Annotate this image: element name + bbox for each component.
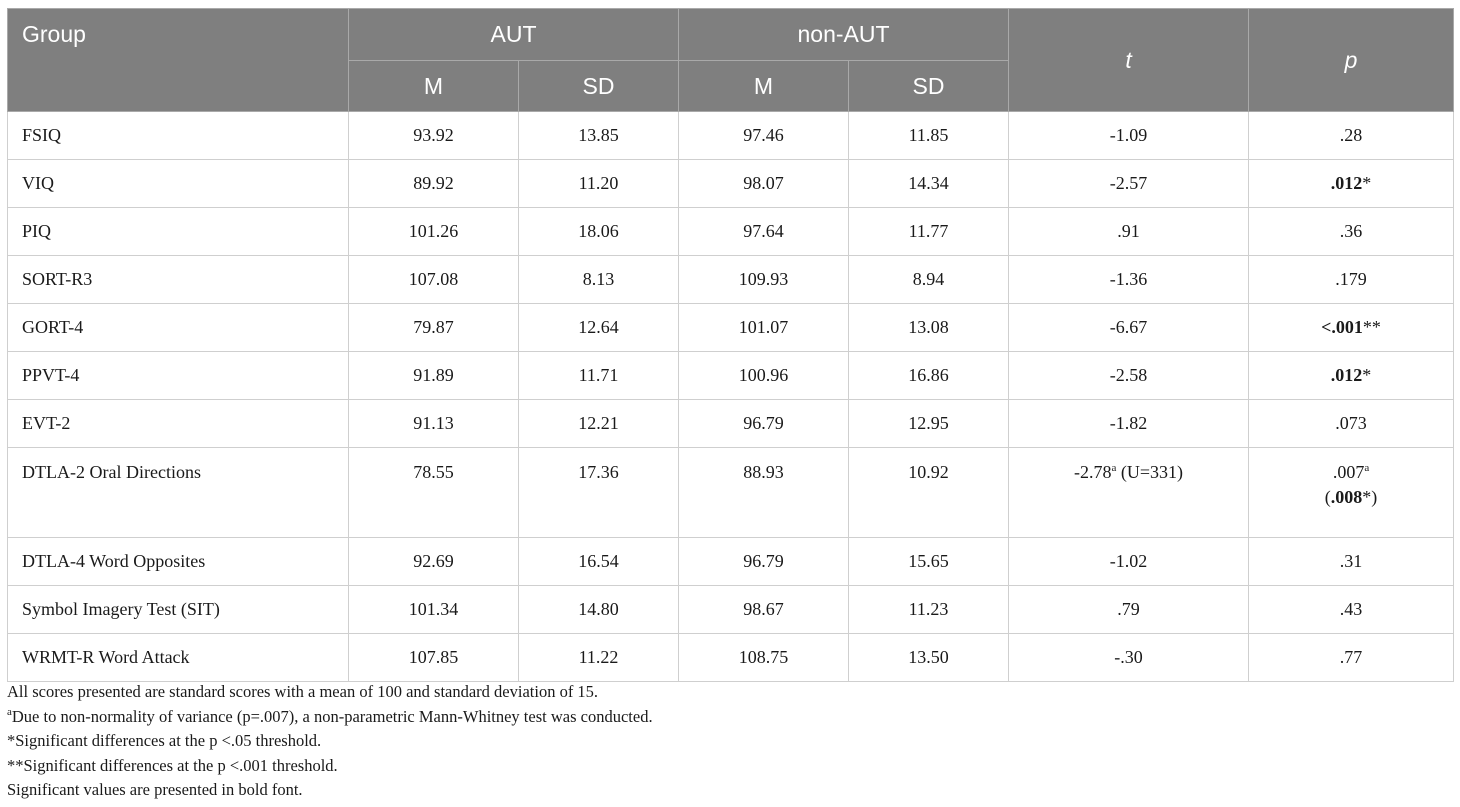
non-aut-sd-cell: 11.77	[849, 208, 1009, 256]
aut-sd-cell: 14.80	[519, 586, 679, 634]
aut-m-cell: 78.55	[349, 448, 519, 538]
table-row	[8, 634, 1454, 682]
table-row	[8, 400, 1454, 448]
row-label: FSIQ	[8, 112, 349, 160]
non-aut-sd-cell: 16.86	[849, 352, 1009, 400]
non-aut-sd-cell: 10.92	[849, 448, 1009, 538]
table-row	[8, 538, 1454, 586]
aut-m-cell: 89.92	[349, 160, 519, 208]
p-cell	[1249, 256, 1454, 304]
footnote-marker: a	[7, 705, 12, 718]
p-cell	[1249, 352, 1454, 400]
non-aut-m-cell: 97.64	[679, 208, 849, 256]
p-value: .36	[1339, 221, 1363, 241]
aut-m-cell: 93.92	[349, 112, 519, 160]
footnote-marker: a	[1111, 462, 1117, 474]
comparison-table	[7, 8, 1454, 682]
aut-m-cell: 101.34	[349, 586, 519, 634]
t-cell: .91	[1009, 208, 1249, 256]
p-cell	[1249, 448, 1454, 538]
row-label: DTLA-2 Oral Directions	[8, 448, 349, 538]
non-aut-m-cell: 100.96	[679, 352, 849, 400]
p-value: .007	[1332, 462, 1365, 482]
header-t: t	[1009, 9, 1249, 112]
p-value-significant: .008	[1330, 487, 1363, 507]
aut-sd-cell: 12.64	[519, 304, 679, 352]
non-aut-m-cell: 96.79	[679, 400, 849, 448]
header-non-aut-sd: SD	[849, 61, 1009, 112]
non-aut-sd-cell: 12.95	[849, 400, 1009, 448]
note-line: Significant values are presented in bold font.	[7, 780, 303, 799]
note-text: Due to non-normality of variance (p=.007), a non-parametric Mann-Whitney test was conducted.	[11, 706, 653, 726]
aut-m-cell: 101.26	[349, 208, 519, 256]
row-label: WRMT-R Word Attack	[8, 634, 349, 682]
p-value: .77	[1339, 647, 1363, 667]
aut-m-cell: 91.13	[349, 400, 519, 448]
header-aut-sd: SD	[519, 61, 679, 112]
table-row	[8, 448, 1454, 538]
aut-sd-cell: 13.85	[519, 112, 679, 160]
header-group: Group	[8, 9, 349, 112]
non-aut-sd-cell: 13.50	[849, 634, 1009, 682]
row-label: EVT-2	[8, 400, 349, 448]
table-row	[8, 112, 1454, 160]
table-row	[8, 256, 1454, 304]
aut-sd-cell: 16.54	[519, 538, 679, 586]
aut-m-cell: 107.08	[349, 256, 519, 304]
t-cell: -6.67	[1009, 304, 1249, 352]
p-mark: *	[1362, 365, 1372, 385]
p-cell	[1249, 586, 1454, 634]
non-aut-sd-cell: 11.23	[849, 586, 1009, 634]
header-non-aut-m: M	[679, 61, 849, 112]
p-cell	[1249, 112, 1454, 160]
row-label: Symbol Imagery Test (SIT)	[8, 586, 349, 634]
non-aut-sd-cell: 13.08	[849, 304, 1009, 352]
header-p: p	[1249, 9, 1454, 112]
table-row	[8, 208, 1454, 256]
p-cell	[1249, 538, 1454, 586]
non-aut-sd-cell: 8.94	[849, 256, 1009, 304]
non-aut-m-cell: 98.67	[679, 586, 849, 634]
p-value-significant: .012	[1330, 173, 1363, 193]
table-row	[8, 586, 1454, 634]
p-mark: **	[1362, 317, 1381, 337]
aut-sd-cell: 18.06	[519, 208, 679, 256]
p-value: .179	[1335, 269, 1367, 289]
t-cell: -2.58	[1009, 352, 1249, 400]
t-cell: -.30	[1009, 634, 1249, 682]
header-aut-m: M	[349, 61, 519, 112]
aut-m-cell: 92.69	[349, 538, 519, 586]
aut-sd-cell: 11.22	[519, 634, 679, 682]
aut-sd-cell: 11.71	[519, 352, 679, 400]
row-label: PIQ	[8, 208, 349, 256]
row-label: DTLA-4 Word Opposites	[8, 538, 349, 586]
non-aut-sd-cell: 15.65	[849, 538, 1009, 586]
p-value: .28	[1339, 125, 1363, 145]
table-notes	[7, 680, 1447, 803]
aut-m-cell: 79.87	[349, 304, 519, 352]
non-aut-m-cell: 108.75	[679, 634, 849, 682]
non-aut-m-cell: 101.07	[679, 304, 849, 352]
p-value-significant: .012	[1330, 365, 1363, 385]
non-aut-m-cell: 88.93	[679, 448, 849, 538]
note-line: *Significant differences at the p <.05 threshold.	[7, 731, 322, 750]
row-label: SORT-R3	[8, 256, 349, 304]
note-line	[7, 705, 1447, 730]
p-paren-open: (	[1324, 487, 1331, 507]
aut-sd-cell: 17.36	[519, 448, 679, 538]
header-aut: AUT	[349, 9, 679, 61]
header-non-aut: non-AUT	[679, 9, 1009, 61]
p-value: .073	[1335, 413, 1367, 433]
table-row	[8, 352, 1454, 400]
p-value: .43	[1339, 599, 1363, 619]
t-cell: -1.02	[1009, 538, 1249, 586]
note-line: All scores presented are standard scores with a mean of 100 and standard deviation of 15.	[7, 682, 599, 701]
p-cell	[1249, 208, 1454, 256]
t-suffix: (U=331)	[1116, 462, 1184, 482]
row-label: GORT-4	[8, 304, 349, 352]
p-cell	[1249, 634, 1454, 682]
row-label: VIQ	[8, 160, 349, 208]
t-cell: -1.09	[1009, 112, 1249, 160]
t-cell	[1009, 448, 1249, 538]
t-value: -2.78	[1074, 462, 1112, 482]
non-aut-sd-cell: 14.34	[849, 160, 1009, 208]
note-line: **Significant differences at the p <.001 threshold.	[7, 755, 338, 775]
p-value: .31	[1339, 551, 1363, 571]
aut-sd-cell: 8.13	[519, 256, 679, 304]
p-mark: *)	[1362, 487, 1378, 507]
aut-sd-cell: 11.20	[519, 160, 679, 208]
t-cell: -1.36	[1009, 256, 1249, 304]
t-cell: .79	[1009, 586, 1249, 634]
table-row	[8, 160, 1454, 208]
p-cell	[1249, 160, 1454, 208]
row-label: PPVT-4	[8, 352, 349, 400]
non-aut-m-cell: 98.07	[679, 160, 849, 208]
table-row	[8, 304, 1454, 352]
non-aut-m-cell: 96.79	[679, 538, 849, 586]
p-mark: *	[1362, 173, 1372, 193]
footnote-marker: a	[1364, 462, 1370, 474]
aut-sd-cell: 12.21	[519, 400, 679, 448]
p-value-significant: <.001	[1321, 317, 1363, 337]
aut-m-cell: 107.85	[349, 634, 519, 682]
t-cell: -1.82	[1009, 400, 1249, 448]
non-aut-m-cell: 97.46	[679, 112, 849, 160]
aut-m-cell: 91.89	[349, 352, 519, 400]
non-aut-sd-cell: 11.85	[849, 112, 1009, 160]
p-cell	[1249, 400, 1454, 448]
table-header	[8, 9, 1454, 112]
t-cell: -2.57	[1009, 160, 1249, 208]
p-cell	[1249, 304, 1454, 352]
non-aut-m-cell: 109.93	[679, 256, 849, 304]
table-body	[8, 112, 1454, 682]
